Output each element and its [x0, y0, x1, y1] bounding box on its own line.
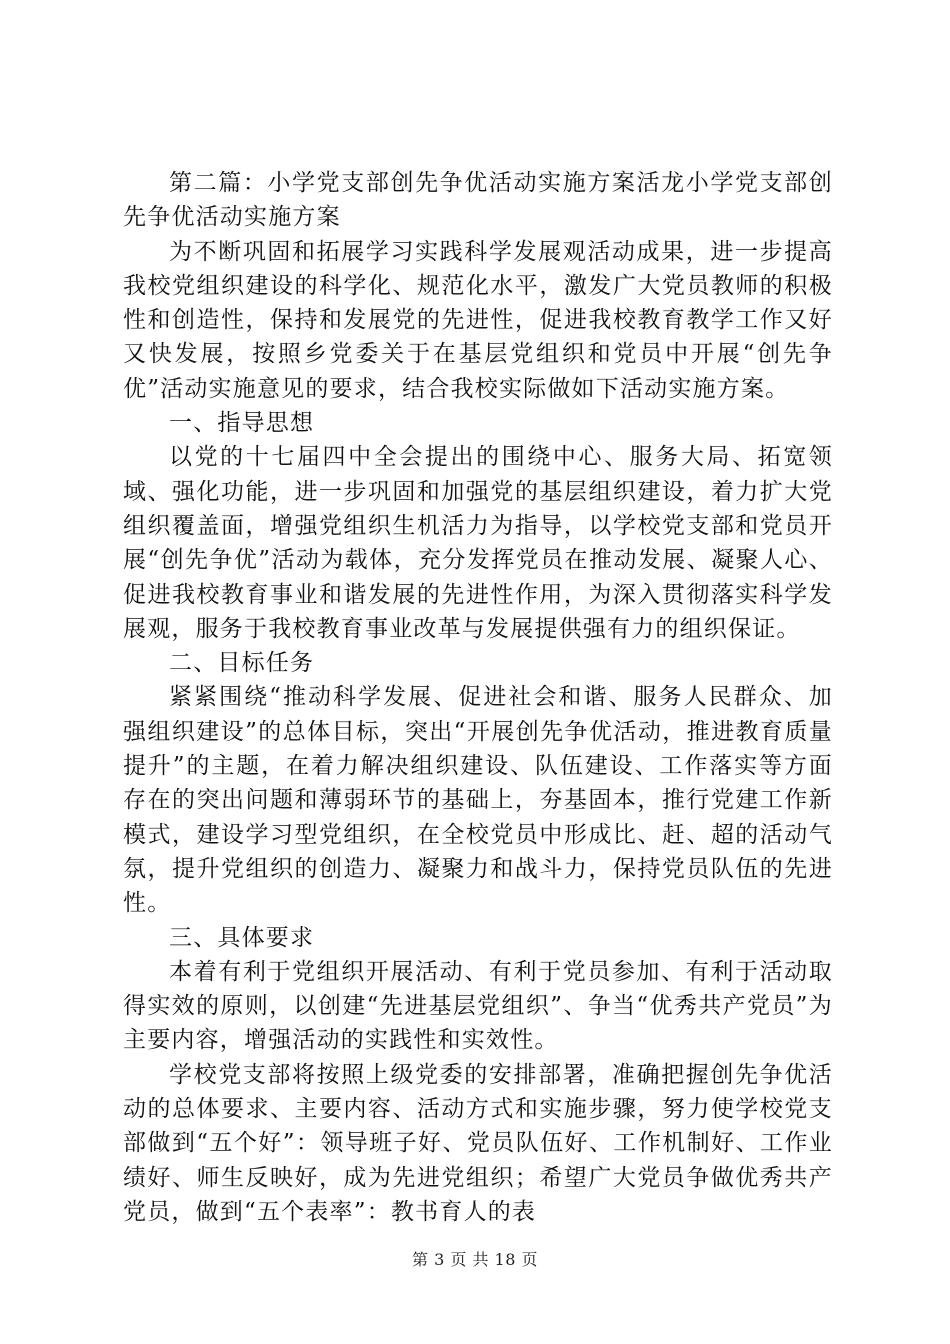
guiding-ideology-paragraph: 以党的十七届四中全会提出的围绕中心、服务大局、拓宽领域、强化功能，进一步巩固和加强党的基层组织建设，着力扩大党组织覆盖面，增强党组织生机活力为指导，以学校党支部和党员开展“创先争优”活动为载体，充分发挥党员在推动发展、凝聚人心、促进我校教育事业和谐发展的先进性作用，为深入贯彻落实科学发展观，服务于我校教育事业改革与发展提供强有力的组织保证。 [123, 444, 833, 642]
heading-goals-tasks: 二、目标任务 [169, 650, 315, 677]
section-title: 第二篇：小学党支部创先争优活动实施方案活龙小学党支部创先争优活动实施方案 [123, 170, 833, 231]
requirements-paragraph-2: 学校党支部将按照上级党委的安排部署，准确把握创先争优活动的总体要求、主要内容、活动方式和实施步骤，努力使学校党支部做到“五个好”：领导班子好、党员队伍好、工作机制好、工作业绩好、师生反映好，成为先进党组织；希望广大党员争做优秀共产党员，做到“五个表率”：教书育人的表 [123, 1061, 833, 1225]
document-body [123, 166, 833, 1229]
requirements-paragraph-1: 本着有利于党组织开展活动、有利于党员参加、有利于活动取得实效的原则，以创建“先进基层党组织”、争当“优秀共产党员”为主要内容，增强活动的实践性和实效性。 [123, 958, 833, 1054]
goals-tasks-paragraph: 紧紧围绕“推动科学发展、促进社会和谐、服务人民群众、加强组织建设”的总体目标，突出“开展创先争优活动，推进教育质量提升”的主题，在着力解决组织建设、队伍建设、工作落实等方面存在的突出问题和薄弱环节的基础上，夯基固本，推行党建工作新模式，建设学习型党组织，在全校党员中形成比、赶、超的活动气氛，提升党组织的创造力、凝聚力和战斗力，保持党员队伍的先进性。 [123, 684, 833, 917]
heading-guiding-ideology: 一、指导思想 [169, 410, 315, 437]
intro-paragraph: 为不断巩固和拓展学习实践科学发展观活动成果，进一步提高我校党组织建设的科学化、规范化水平，激发广大党员教师的积极性和创造性，保持和发展党的先进性，促进我校教育教学工作又好又快发展，按照乡党委关于在基层党组织和党员中开展“创先争优”活动实施意见的要求，结合我校实际做如下活动实施方案。 [123, 238, 833, 402]
heading-specific-requirements: 三、具体要求 [169, 924, 315, 951]
page-footer: 第 3 页 共 18 页 [412, 1250, 538, 1269]
